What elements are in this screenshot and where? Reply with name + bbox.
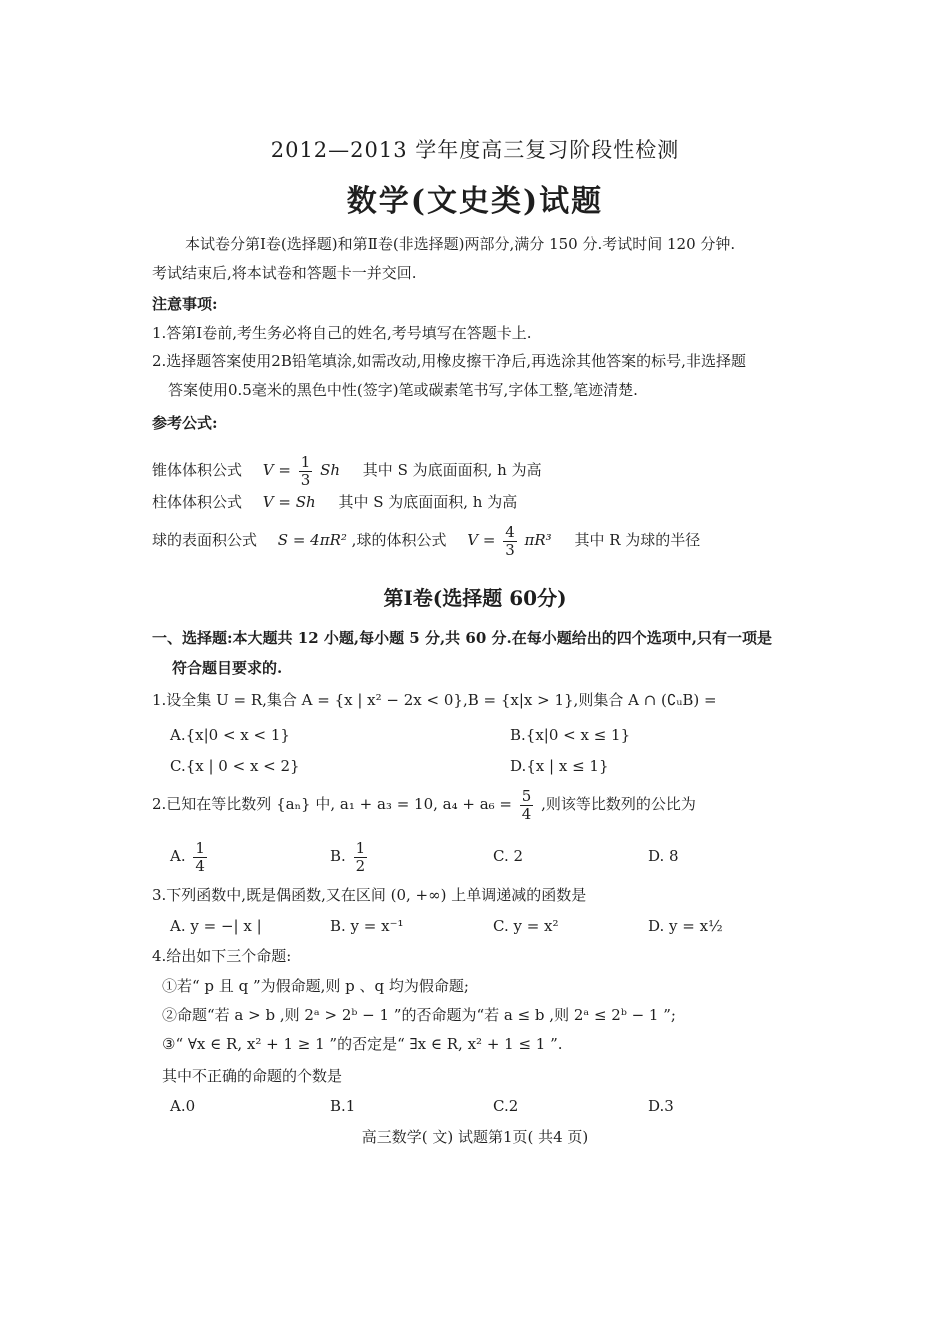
q2-stem xyxy=(152,784,696,824)
q3-option-c: C. y = x² xyxy=(493,917,559,935)
q3-option-b: B. y = x⁻¹ xyxy=(330,917,404,935)
formula-sphere-num: 4 xyxy=(505,522,515,541)
formula-cylinder-expr: V = Sh xyxy=(262,493,316,511)
formula-sphere-name: 球的表面积公式 xyxy=(152,531,258,549)
q1-option-d: D.{x | x ≤ 1} xyxy=(510,757,609,775)
q3-option-a: A. y = −| x | xyxy=(170,917,262,935)
q4-option-a: A.0 xyxy=(170,1097,196,1115)
formula-cone-rhs: Sh xyxy=(320,461,341,479)
exam-header: 2012—2013 学年度高三复习阶段性检测 xyxy=(270,138,680,162)
note-item-2: 2.选择题答案使用2B铅笔填涂,如需改动,用橡皮擦干净后,再选涂其他答案的标号,非选择题 xyxy=(152,352,746,370)
formula-sphere-area: S = 4πR² xyxy=(277,531,347,549)
formula-sphere-rhs: πR³ xyxy=(524,531,552,549)
intro-line-2: 考试结束后,将本试卷和答题卡一并交回. xyxy=(152,264,417,282)
q2-option-b-den: 2 xyxy=(355,856,366,875)
formula-cylinder xyxy=(152,492,517,512)
q4-item-3: ③“ ∀x ∈ R, x² + 1 ≥ 1 ”的否定是“ ∃x ∈ R, x² + 1 ≤ 1 ”. xyxy=(162,1035,563,1053)
notes-title: 注意事项: xyxy=(152,295,218,313)
formula-sphere-den: 3 xyxy=(505,540,515,559)
q2-stem-tail: ,则该等比数列的公比为 xyxy=(541,795,696,813)
q2-option-d: D. 8 xyxy=(648,847,679,865)
formula-cone-den: 3 xyxy=(300,470,311,489)
q1-option-a: A.{x|0 < x < 1} xyxy=(170,726,290,744)
q2-stem-num: 5 xyxy=(521,786,532,805)
section-instruction-2: 符合题目要求的. xyxy=(172,659,283,677)
q2-option-a xyxy=(170,836,210,876)
formula-cone-fraction xyxy=(299,454,313,489)
q3-option-d: D. y = x½ xyxy=(648,917,723,935)
formula-cylinder-name: 柱体体积公式 xyxy=(152,493,243,511)
q4-option-d: D.3 xyxy=(648,1097,674,1115)
q2-option-a-num: 1 xyxy=(195,838,205,857)
formula-sphere xyxy=(152,520,700,560)
formula-cone-note: 其中 S 为底面面积, h 为高 xyxy=(362,461,542,479)
q2-option-a-label: A. xyxy=(170,847,186,865)
q4-stem: 4.给出如下三个命题: xyxy=(152,947,292,965)
formula-cylinder-note: 其中 S 为底面面积, h 为高 xyxy=(338,493,518,511)
q3-stem: 3.下列函数中,既是偶函数,又在区间 (0, +∞) 上单调递减的函数是 xyxy=(152,886,587,904)
q2-option-b-label: B. xyxy=(330,847,346,865)
q2-option-b xyxy=(330,836,370,876)
formula-cone-name: 锥体体积公式 xyxy=(152,461,243,479)
q2-option-b-fraction xyxy=(354,840,368,875)
q1-stem: 1.设全集 U = R,集合 A = {x | x² − 2x < 0},B = {x|x > 1},则集合 A ∩ (∁ᵤB) = xyxy=(152,691,717,709)
formula-sphere-fraction xyxy=(503,524,517,559)
formula-cone-num: 1 xyxy=(300,452,311,471)
q2-stem-den: 4 xyxy=(521,804,532,823)
exam-title: 数学(文史类)试题 xyxy=(346,184,604,219)
q1-option-c: C.{x | 0 < x < 2} xyxy=(170,757,300,775)
intro-line-1: 本试卷分第Ⅰ卷(选择题)和第Ⅱ卷(非选择题)两部分,满分 150 分.考试时间 120 分钟. xyxy=(185,235,736,253)
formula-sphere-mid: ,球的体积公式 xyxy=(351,531,447,549)
formulas-title: 参考公式: xyxy=(152,414,218,432)
q1-option-b: B.{x|0 < x ≤ 1} xyxy=(510,726,631,744)
page-footer: 高三数学( 文) 试题第1页( 共4 页) xyxy=(361,1128,589,1146)
note-item-2-cont: 答案使用0.5毫米的黑色中性(签字)笔或碳素笔书写,字体工整,笔迹清楚. xyxy=(168,381,638,399)
section-title: 第Ⅰ卷(选择题 60分) xyxy=(383,586,567,610)
q4-option-c: C.2 xyxy=(493,1097,519,1115)
q4-item-2: ②命题“若 a > b ,则 2ᵃ > 2ᵇ − 1 ”的否命题为“若 a ≤ b ,则 2ᵃ ≤ 2ᵇ − 1 ”; xyxy=(162,1006,676,1024)
q2-option-c: C. 2 xyxy=(493,847,524,865)
q2-option-a-fraction xyxy=(193,840,207,875)
note-item-1: 1.答第Ⅰ卷前,考生务必将自己的姓名,考号填写在答题卡上. xyxy=(152,324,532,342)
q4-ask: 其中不正确的命题的个数是 xyxy=(162,1067,343,1085)
section-instruction-1: 一、选择题:本大题共 12 小题,每小题 5 分,共 60 分.在每小题给出的四个选项中,只有一项是 xyxy=(152,629,772,647)
formula-cone xyxy=(152,450,542,490)
q2-option-b-num: 1 xyxy=(355,838,366,857)
formula-sphere-lhs: V = xyxy=(467,531,496,549)
q4-item-1: ①若“ p 且 q ”为假命题,则 p 、q 均为假命题; xyxy=(162,977,469,995)
q4-option-b: B.1 xyxy=(330,1097,356,1115)
formula-sphere-note: 其中 R 为球的半径 xyxy=(574,531,701,549)
q2-stem-text: 2.已知在等比数列 {aₙ} 中, a₁ + a₃ = 10, a₄ + a₆ = xyxy=(152,795,513,813)
formula-cone-lhs: V = xyxy=(262,461,291,479)
q2-stem-fraction xyxy=(520,788,534,823)
q2-option-a-den: 4 xyxy=(195,856,205,875)
